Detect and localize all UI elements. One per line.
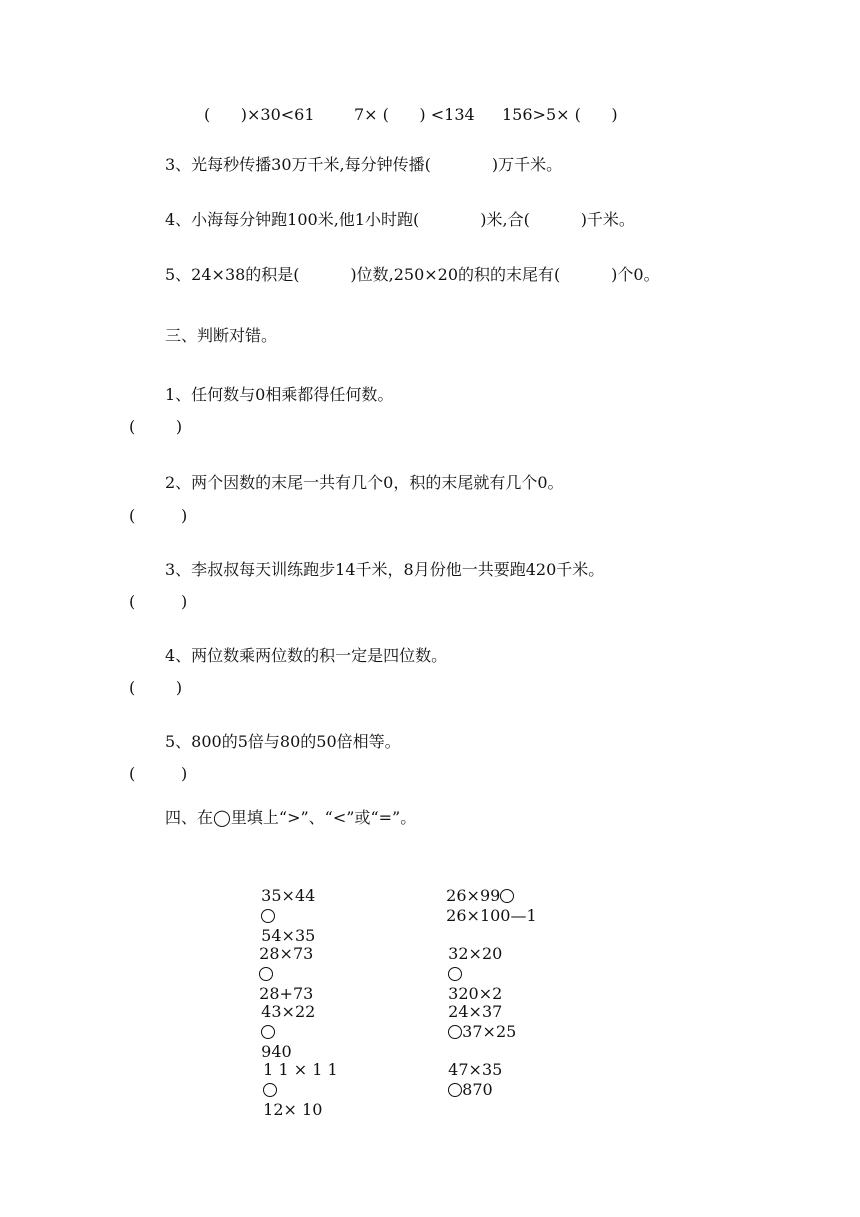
compare-row-3-right [438,982,516,1042]
compare-expr: 54×35 [261,926,316,945]
compare-expr: 870 [462,1080,493,1099]
circle-icon [500,889,514,903]
compare-expr: 24×37 [448,1002,503,1021]
compare-expr: 940 [261,1042,292,1061]
question-4: 4、小海每分钟跑100米,他1小时跑( )米,合( )千米。 [165,210,635,229]
compare-expr: 28+73 [259,984,314,1003]
circle-icon [263,1083,277,1097]
judge-answer-5: ( ) [129,764,188,783]
circle-icon [261,909,275,923]
circle-icon [448,967,462,981]
inequality-a: ( )×30<61 [204,105,315,124]
judge-item-1: 1、任何数与0相乘都得任何数。 [165,385,394,404]
compare-row-4-right [438,1040,502,1100]
judge-item-4: 4、两位数乘两位数的积一定是四位数。 [165,646,448,665]
question-5: 5、24×38的积是( )位数,250×20的积的末尾有( )个0。 [165,265,660,284]
compare-expr: 26×99 [446,886,501,905]
section-compare-heading: 四、在◯里填上“>”、“<”或“=”。 [165,808,417,827]
compare-expr: 43×22 [261,1002,316,1021]
inequality-c: 156>5× ( ) [502,105,618,124]
circle-icon [259,967,273,981]
compare-row-4-left [253,1040,338,1120]
circle-icon [448,1083,462,1097]
judge-item-2: 2、两个因数的末尾一共有几个0，积的末尾就有几个0。 [165,473,564,492]
judge-item-3: 3、李叔叔每天训练跑步14千米，8月份他一共要跑420千米。 [165,560,605,579]
question-3: 3、光每秒传播30万千米,每分钟传播( )万千米。 [165,155,563,174]
compare-expr: 12× 10 [263,1100,323,1119]
judge-item-5: 5、800的5倍与80的50倍相等。 [165,732,401,751]
compare-expr: 37×25 [462,1022,517,1041]
inequality-b: 7× ( ) <134 [354,105,475,124]
judge-answer-1: ( ) [129,417,183,436]
compare-expr: 47×35 [448,1060,503,1079]
compare-expr: 32×20 [448,944,503,963]
circle-icon [261,1025,275,1039]
judge-answer-4: ( ) [129,678,183,697]
compare-expr: 35×44 [261,886,316,905]
compare-expr: 1 1 × 1 1 [263,1060,338,1079]
section-judge-heading: 三、判断对错。 [165,326,278,345]
compare-expr: 26×100—1 [446,906,537,925]
compare-row-1-right [436,866,537,926]
judge-answer-2: ( ) [129,506,188,525]
circle-icon [448,1025,462,1039]
compare-expr: 28×73 [259,944,314,963]
judge-answer-3: ( ) [129,592,188,611]
compare-expr: 320×2 [448,984,503,1003]
